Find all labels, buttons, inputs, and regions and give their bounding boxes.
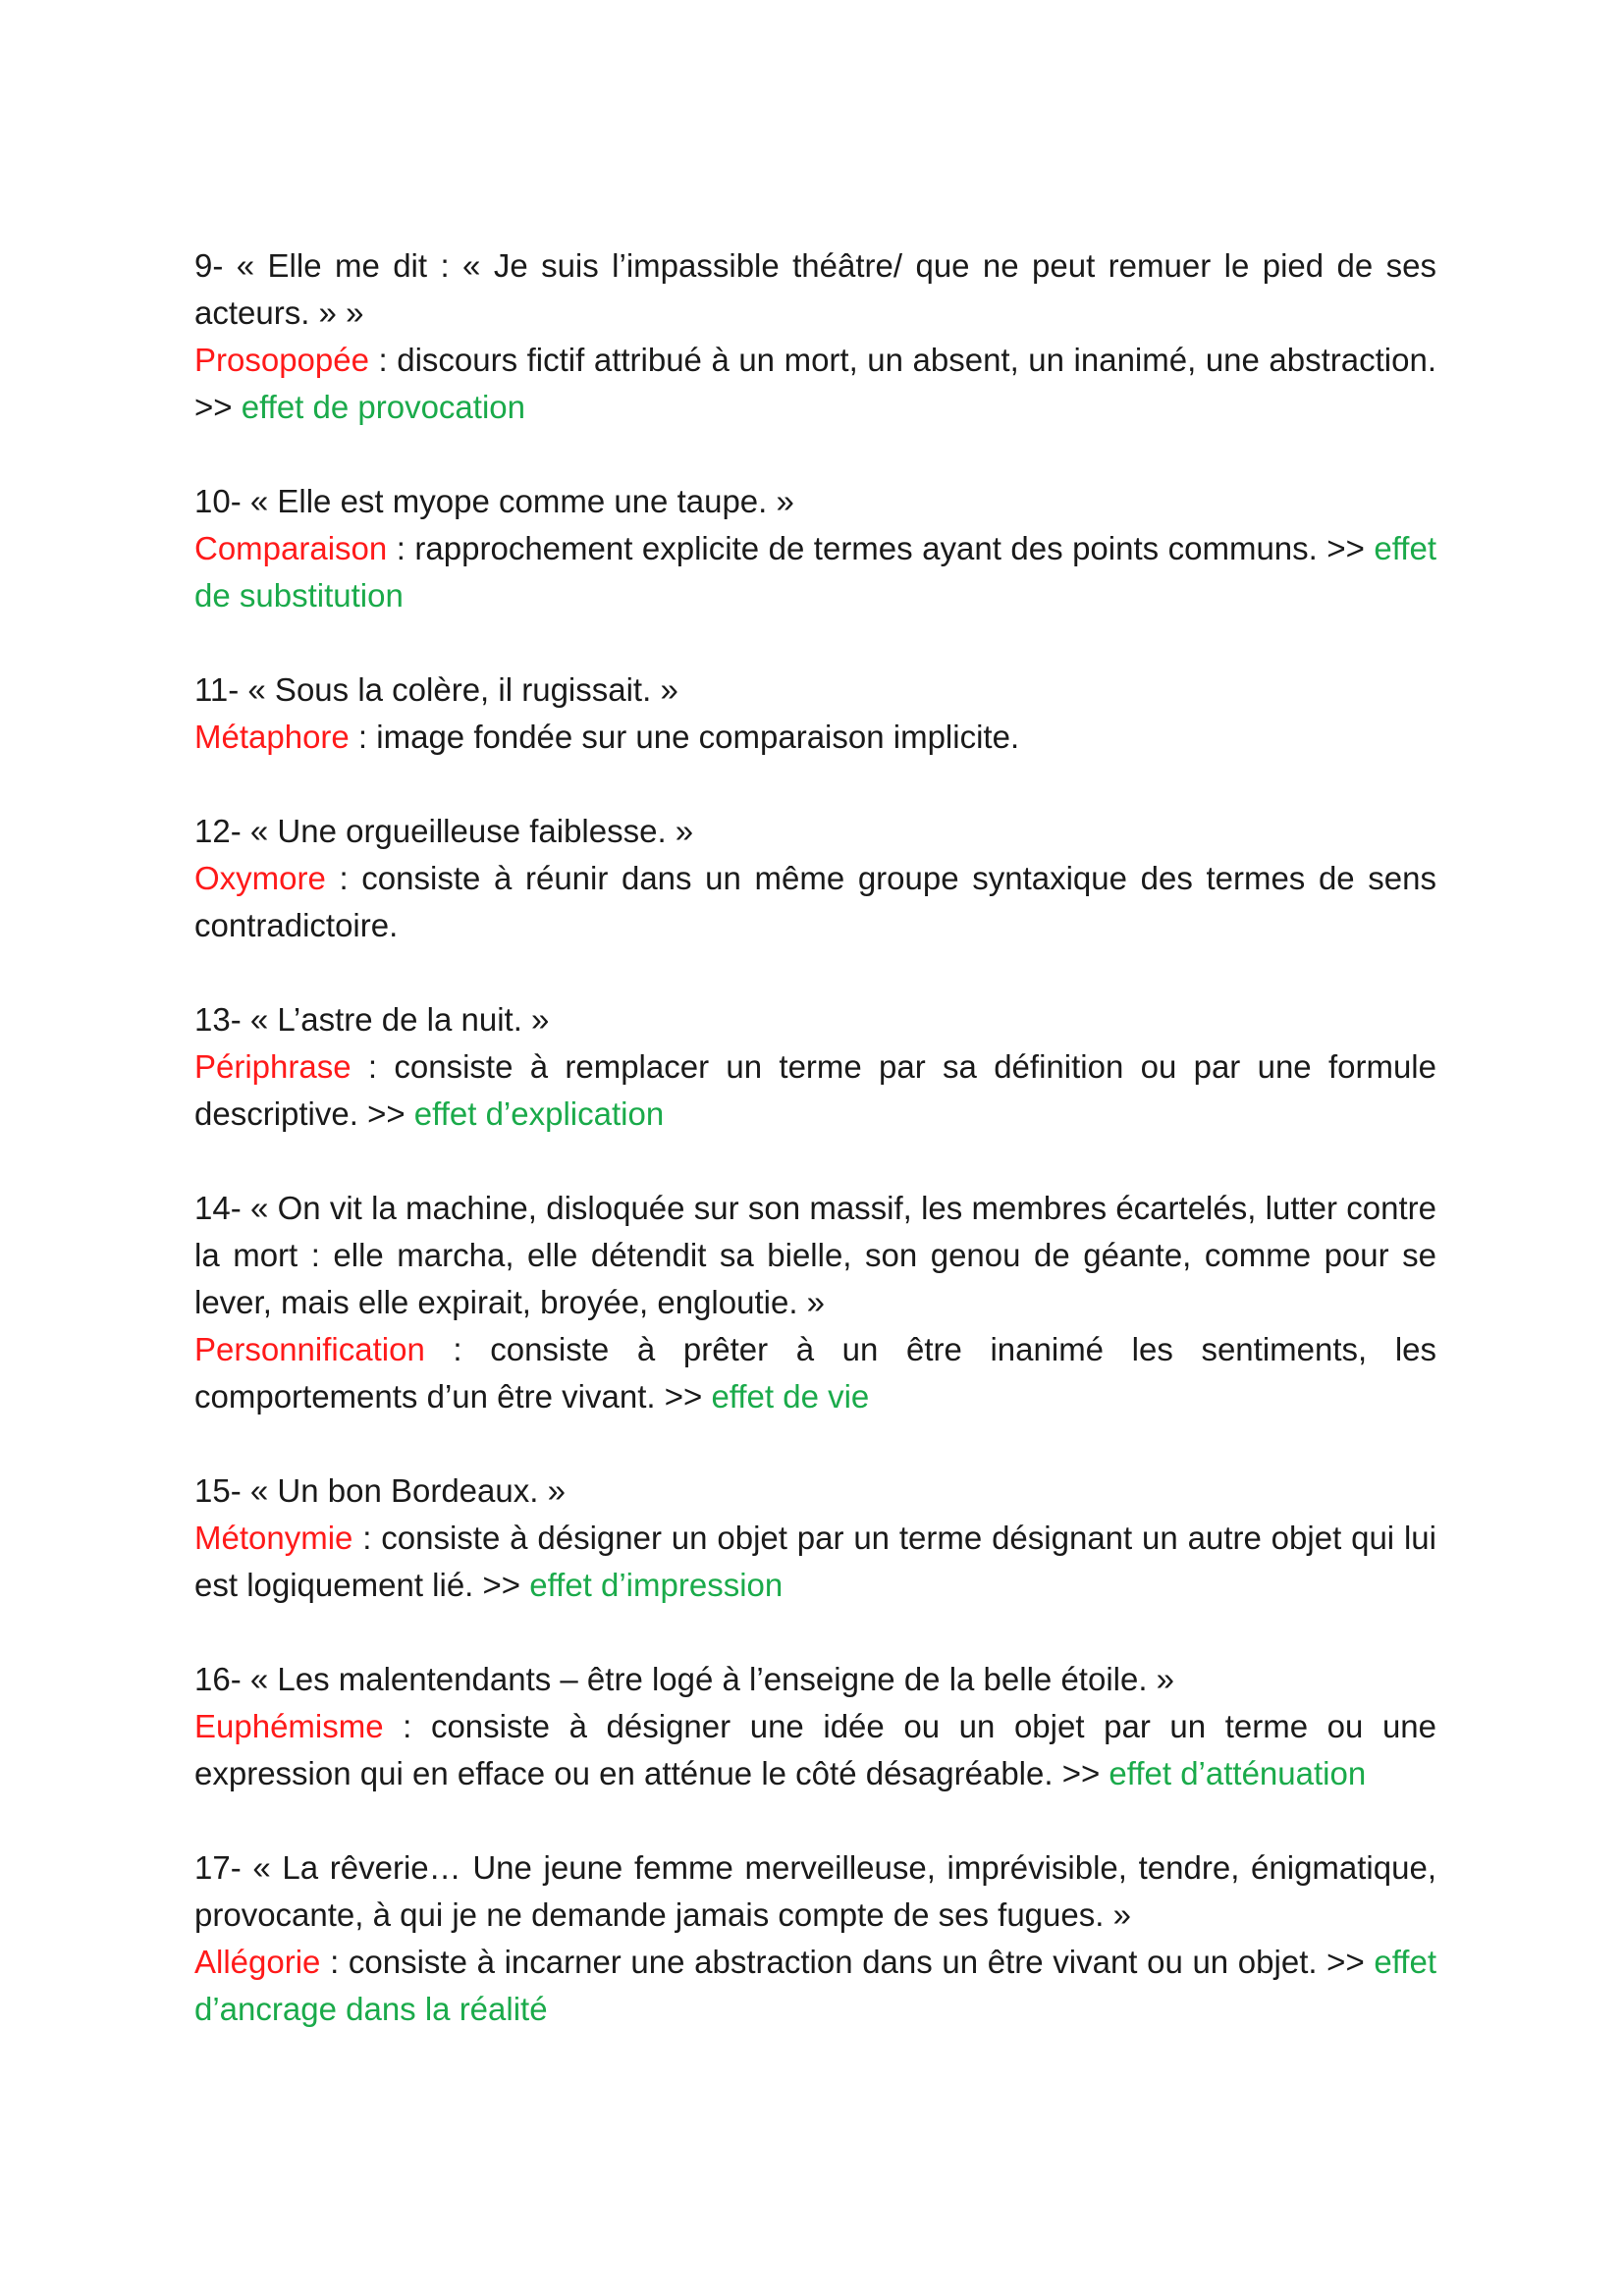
example-quote: 17- « La rêverie… Une jeune femme merveilleuse, imprévisible, tendre, énigmatique, provocante, à qui je ne demande jamais compte de ses fugues. »: [194, 1849, 1436, 1933]
effect-text: effet d’atténuation: [1109, 1755, 1367, 1791]
definition-text: : consiste à prêter à un être inanimé les sentiments, les comportements d’un être vivant. >>: [194, 1331, 1436, 1415]
example-quote: 10- « Elle est myope comme une taupe. »: [194, 483, 794, 519]
definition-line: [194, 1515, 1436, 1609]
figure-term: Personnification: [194, 1331, 425, 1367]
definition-text: : consiste à incarner une abstraction dans un être vivant ou un objet. >>: [320, 1944, 1375, 1980]
definition-text: : consiste à désigner un objet par un terme désignant un autre objet qui lui est logiquement lié. >>: [194, 1520, 1436, 1603]
definition-line: [194, 1326, 1436, 1420]
figure-term: Comparaison: [194, 530, 388, 566]
figure-term: Allégorie: [194, 1944, 321, 1980]
example-quote: 15- « Un bon Bordeaux. »: [194, 1472, 566, 1509]
figure-entry-10: [194, 478, 1436, 619]
definition-line: [194, 1043, 1436, 1138]
figure-term: Prosopopée: [194, 342, 369, 378]
document-page: [194, 242, 1436, 2080]
figure-entry-17: [194, 1844, 1436, 2033]
effect-text: effet d’explication: [413, 1095, 665, 1132]
example-quote: 9- « Elle me dit : « Je suis l’impassible théâtre/ que ne peut remuer le pied de ses acteurs. » »: [194, 247, 1436, 331]
example-quote: 12- « Une orgueilleuse faiblesse. »: [194, 813, 694, 849]
figure-term: Euphémisme: [194, 1708, 384, 1744]
example-quote: 14- « On vit la machine, disloquée sur son massif, les membres écartelés, lutter contre la mort : elle marcha, elle détendit sa bielle, son genou de géante, comme pour se lever, mais elle expirait, broyée, engloutie. »: [194, 1190, 1436, 1320]
figure-entry-13: [194, 996, 1436, 1138]
effect-text: effet de substitution: [194, 530, 1436, 614]
figure-entry-14: [194, 1185, 1436, 1420]
figure-term: Métaphore: [194, 719, 350, 755]
figure-entry-12: [194, 808, 1436, 949]
definition-line: [194, 855, 1436, 949]
definition-line: [194, 1703, 1436, 1797]
definition-line: [194, 525, 1436, 619]
figure-entry-16: [194, 1656, 1436, 1797]
definition-text: : consiste à désigner une idée ou un objet par un terme ou une expression qui en efface ou en atténue le côté désagréable. >>: [194, 1708, 1436, 1791]
effect-text: effet d’ancrage dans la réalité: [194, 1944, 1436, 2027]
definition-text: : discours fictif attribué à un mort, un absent, un inanimé, une abstraction. >>: [194, 342, 1436, 425]
definition-line: [194, 714, 1436, 761]
definition-line: [194, 1939, 1436, 2033]
effect-text: effet d’impression: [529, 1567, 784, 1603]
example-quote: 11- « Sous la colère, il rugissait. »: [194, 671, 678, 708]
definition-text: : consiste à remplacer un terme par sa définition ou par une formule descriptive. >>: [194, 1048, 1436, 1132]
figure-term: Oxymore: [194, 860, 326, 896]
definition-line: [194, 337, 1436, 431]
figure-term: Métonymie: [194, 1520, 353, 1556]
figure-entry-15: [194, 1468, 1436, 1609]
figure-entry-11: [194, 667, 1436, 761]
example-quote: 16- « Les malentendants – être logé à l’enseigne de la belle étoile. »: [194, 1661, 1175, 1697]
effect-text: effet de vie: [711, 1378, 870, 1415]
definition-text: : image fondée sur une comparaison implicite.: [349, 719, 1020, 755]
definition-text: : consiste à réunir dans un même groupe syntaxique des termes de sens contradictoire.: [194, 860, 1436, 943]
example-quote: 13- « L’astre de la nuit. »: [194, 1001, 550, 1038]
definition-text: : rapprochement explicite de termes ayant des points communs. >>: [387, 530, 1375, 566]
figure-entry-9: [194, 242, 1436, 431]
effect-text: effet de provocation: [241, 389, 525, 425]
figure-term: Périphrase: [194, 1048, 352, 1085]
